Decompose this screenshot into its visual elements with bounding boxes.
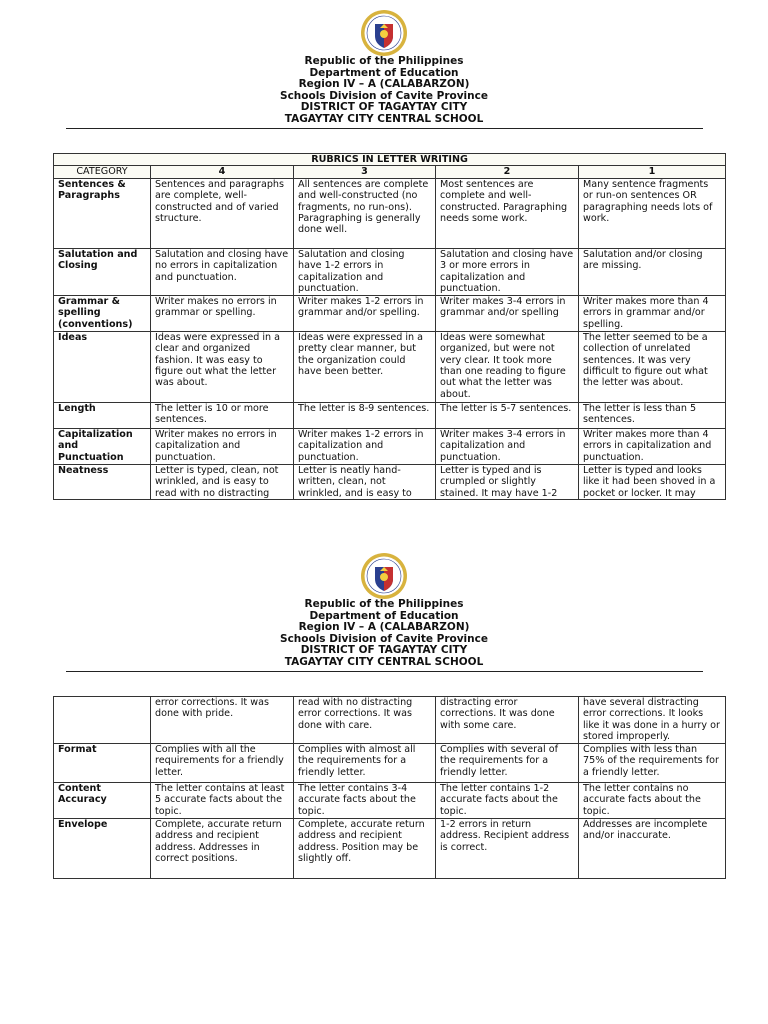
letterhead-line: Region IV – A (CALABARZON) — [298, 621, 470, 634]
letterhead-line: Schools Division of Cavite Province — [280, 89, 488, 102]
letterhead — [0, 599, 768, 669]
category-cell — [54, 464, 151, 499]
table-row — [54, 428, 726, 464]
criteria-cell: Writer makes 1-2 errors in capitalization and punctuation. — [294, 428, 436, 464]
criteria-cell: The letter contains 3-4 accurate facts about the topic. — [294, 783, 436, 819]
criteria-cell: Complies with almost all the requirements for a friendly letter. — [294, 744, 436, 783]
category-cell: Capitalization and Punctuation — [54, 428, 151, 464]
category-cell: Format — [54, 744, 151, 783]
table-row — [54, 464, 726, 499]
category-cell: Envelope — [54, 819, 151, 879]
criteria-cell: have several distracting error corrections. It looks like it was done in a hurry or stored improperly. — [579, 697, 726, 744]
criteria-cell — [151, 464, 294, 499]
table-row — [54, 248, 726, 295]
table-row — [54, 697, 726, 744]
letterhead-line: TAGAYTAY CITY CENTRAL SCHOOL — [284, 112, 484, 125]
criteria-text: Letter is typed and looks like it had been shoved in a pocket or locker. It may — [583, 464, 716, 499]
criteria-cell: Complies with all the requirements for a friendly letter. — [151, 744, 294, 783]
table-row — [54, 819, 726, 879]
criteria-cell: Ideas were expressed in a pretty clear manner, but the organization could have been better. — [294, 331, 436, 402]
criteria-cell: Ideas were somewhat organized, but were not very clear. It took more than one reading to figure out what the letter was about. — [436, 331, 579, 402]
header-score-1: 1 — [579, 166, 726, 178]
table-row — [54, 331, 726, 402]
category-cell: Grammar & spelling (conventions) — [54, 295, 151, 331]
criteria-cell: error corrections. It was done with pride. — [151, 697, 294, 744]
criteria-cell: Salutation and closing have no errors in capitalization and punctuation. — [151, 248, 294, 295]
criteria-cell: The letter is less than 5 sentences. — [579, 402, 726, 428]
letterhead-rule — [66, 128, 703, 129]
criteria-cell: Complies with less than 75% of the requirements for a friendly letter. — [579, 744, 726, 783]
header-score-2: 2 — [436, 166, 579, 178]
criteria-cell: The letter is 8-9 sentences. — [294, 402, 436, 428]
criteria-cell: All sentences are complete and well-constructed (no fragments, no run-ons). Paragraphing is generally done well. — [294, 178, 436, 248]
table-row — [54, 295, 726, 331]
table-row — [54, 402, 726, 428]
criteria-cell: Writer makes more than 4 errors in capitalization and punctuation. — [579, 428, 726, 464]
criteria-text: Letter is typed, clean, not wrinkled, and is easy to read with no distracting — [155, 464, 279, 499]
table-row — [54, 178, 726, 248]
deped-seal-icon — [360, 9, 408, 57]
rubric-table-continued — [53, 696, 726, 879]
rubric-title: RUBRICS IN LETTER WRITING — [54, 154, 726, 166]
rubric-table — [53, 153, 726, 500]
letterhead-line: DISTRICT OF TAGAYTAY CITY — [300, 101, 468, 114]
criteria-cell: Writer makes more than 4 errors in grammar and/or spelling. — [579, 295, 726, 331]
letterhead-line: Republic of the Philippines — [304, 55, 464, 67]
criteria-cell: Sentences and paragraphs are complete, well-constructed and of varied structure. — [151, 178, 294, 248]
table-row — [54, 783, 726, 819]
criteria-cell: The letter seemed to be a collection of unrelated sentences. It was very difficult to figure out what the letter was about. — [579, 331, 726, 402]
letterhead-line: TAGAYTAY CITY CENTRAL SCHOOL — [284, 655, 484, 668]
rubric-title-row — [54, 154, 726, 166]
criteria-cell: distracting error corrections. It was done with some care. — [436, 697, 579, 744]
criteria-cell: Salutation and closing have 1-2 errors in capitalization and punctuation. — [294, 248, 436, 295]
criteria-cell: Ideas were expressed in a clear and organized fashion. It was easy to figure out what the letter was about. — [151, 331, 294, 402]
header-score-3: 3 — [294, 166, 436, 178]
category-cell: Content Accuracy — [54, 783, 151, 819]
criteria-cell: The letter contains at least 5 accurate facts about the topic. — [151, 783, 294, 819]
letterhead-line: Schools Division of Cavite Province — [280, 632, 488, 645]
criteria-cell: Writer makes no errors in grammar or spelling. — [151, 295, 294, 331]
category-cell: Length — [54, 402, 151, 428]
criteria-cell: Addresses are incomplete and/or inaccurate. — [579, 819, 726, 879]
criteria-cell: Salutation and closing have 3 or more errors in capitalization and punctuation. — [436, 248, 579, 295]
criteria-text: Letter is typed and is crumpled or slightly stained. It may have 1-2 — [440, 464, 558, 499]
letterhead-rule — [66, 671, 703, 672]
rubric-header-row — [54, 166, 726, 178]
category-text: Neatness — [58, 464, 109, 476]
criteria-cell: Complies with several of the requirements for a friendly letter. — [436, 744, 579, 783]
criteria-cell: Writer makes 3-4 errors in grammar and/or spelling — [436, 295, 579, 331]
category-cell: Sentences & Paragraphs — [54, 178, 151, 248]
criteria-cell — [579, 464, 726, 499]
letterhead-line: DISTRICT OF TAGAYTAY CITY — [300, 644, 468, 657]
criteria-cell: Complete, accurate return address and recipient address. Position may be slightly off. — [294, 819, 436, 879]
letterhead-line: Department of Education — [309, 66, 459, 79]
criteria-cell: The letter contains 1-2 accurate facts about the topic. — [436, 783, 579, 819]
criteria-cell: The letter is 10 or more sentences. — [151, 402, 294, 428]
criteria-cell — [294, 464, 436, 499]
criteria-cell: The letter is 5-7 sentences. — [436, 402, 579, 428]
letterhead — [0, 56, 768, 126]
category-cell — [54, 697, 151, 744]
letterhead-line: Department of Education — [309, 609, 459, 622]
criteria-cell: read with no distracting error corrections. It was done with care. — [294, 697, 436, 744]
header-category: CATEGORY — [54, 166, 151, 178]
letterhead-line: Region IV – A (CALABARZON) — [298, 78, 470, 91]
criteria-cell: Complete, accurate return address and recipient address. Addresses in correct positions. — [151, 819, 294, 879]
criteria-text: Letter is neatly hand-written, clean, not wrinkled, and is easy to — [298, 464, 412, 499]
criteria-cell: Writer makes 3-4 errors in capitalization and punctuation. — [436, 428, 579, 464]
category-cell: Salutation and Closing — [54, 248, 151, 295]
criteria-cell: Most sentences are complete and well-constructed. Paragraphing needs some work. — [436, 178, 579, 248]
letterhead-line: Republic of the Philippines — [304, 598, 464, 610]
criteria-cell: Writer makes 1-2 errors in grammar and/or spelling. — [294, 295, 436, 331]
criteria-cell: Salutation and/or closing are missing. — [579, 248, 726, 295]
category-cell: Ideas — [54, 331, 151, 402]
criteria-cell: Many sentence fragments or run-on sentences OR paragraphing needs lots of work. — [579, 178, 726, 248]
criteria-cell: The letter contains no accurate facts about the topic. — [579, 783, 726, 819]
table-row — [54, 744, 726, 783]
header-score-4: 4 — [151, 166, 294, 178]
criteria-cell: 1-2 errors in return address. Recipient address is correct. — [436, 819, 579, 879]
deped-seal-icon — [360, 552, 408, 600]
criteria-cell: Writer makes no errors in capitalization and punctuation. — [151, 428, 294, 464]
criteria-cell — [436, 464, 579, 499]
